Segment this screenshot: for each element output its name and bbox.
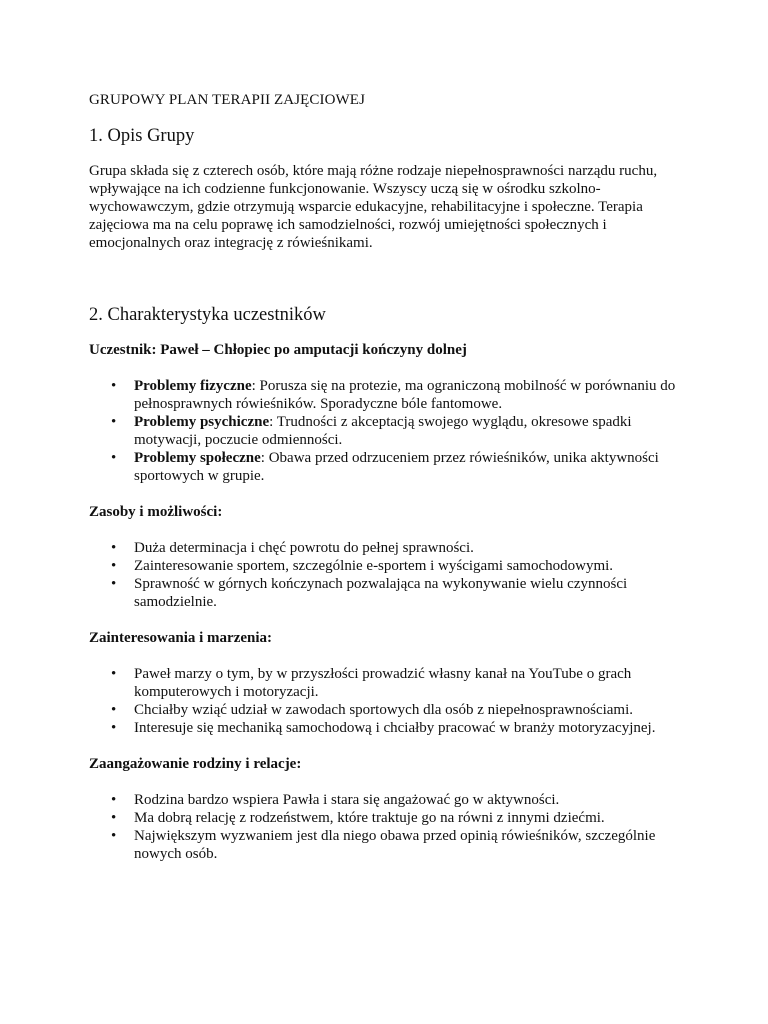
document-title: GRUPOWY PLAN TERAPII ZAJĘCIOWEJ xyxy=(89,92,366,108)
problem-label: Problemy fizyczne xyxy=(134,378,252,394)
list-item xyxy=(89,665,689,701)
list-item xyxy=(89,557,689,575)
resource-text: Sprawność w górnych kończynach pozwalająca na wykonywanie wielu czynności samodzielnie. xyxy=(134,576,628,610)
bullet-icon: • xyxy=(111,828,117,844)
resource-text: Duża determinacja i chęć powrotu do pełnej sprawności. xyxy=(134,540,474,556)
list-item xyxy=(89,413,689,449)
bullet-icon: • xyxy=(111,540,117,556)
list-item xyxy=(89,539,689,557)
resources-list xyxy=(89,539,689,611)
interest-text: Interesuje się mechaniką samochodową i chciałby pracować w branży motoryzacyjnej. xyxy=(134,720,656,736)
bullet-icon: • xyxy=(111,450,117,466)
interests-heading: Zainteresowania i marzenia: xyxy=(89,630,273,646)
document-page xyxy=(89,91,689,863)
bullet-icon: • xyxy=(111,810,117,826)
problem-label: Problemy społeczne xyxy=(134,450,261,466)
family-text: Największym wyzwaniem jest dla niego obawa przed opinią rówieśników, szczególnie nowych osób. xyxy=(134,828,656,862)
list-item xyxy=(89,791,689,809)
group-description-paragraph: Grupa składa się z czterech osób, które mają różne rodzaje niepełnosprawności narządu ruchu, wpływające na ich codzienne funkcjonowanie. Wszyscy uczą się w ośrodku szkolno-wychowawczym, gdzie otrzymują wsparcie edukacyjne, rehabilitacyjne i społeczne. Terapia zajęciowa ma na celu poprawę ich samodzielności, rozwój umiejętności społecznych i emocjonalnych oraz integrację z rówieśnikami. xyxy=(89,163,658,251)
problem-text: : Porusza się na protezie, ma ograniczoną mobilność w porównaniu do pełnosprawnych rówieśników. Sporadyczne bóle fantomowe. xyxy=(134,378,676,412)
problem-label: Problemy psychiczne xyxy=(134,414,270,430)
family-text: Rodzina bardzo wspiera Pawła i stara się angażować go w aktywności. xyxy=(134,792,560,808)
bullet-icon: • xyxy=(111,792,117,808)
section-heading-group-description: 1. Opis Grupy xyxy=(89,126,195,146)
section-heading-participants: 2. Charakterystyka uczestników xyxy=(89,305,326,325)
bullet-icon: • xyxy=(111,702,117,718)
bullet-icon: • xyxy=(111,414,117,430)
resources-heading: Zasoby i możliwości: xyxy=(89,504,223,520)
problem-text: : Obawa przed odrzuceniem przez rówieśników, unika aktywności sportowych w grupie. xyxy=(134,450,659,484)
bullet-icon: • xyxy=(111,666,117,682)
list-item xyxy=(89,449,689,485)
interest-text: Chciałby wziąć udział w zawodach sportowych dla osób z niepełnosprawnościami. xyxy=(134,702,634,718)
bullet-icon: • xyxy=(111,558,117,574)
problems-list xyxy=(89,377,689,485)
list-item xyxy=(89,809,689,827)
family-text: Ma dobrą relację z rodzeństwem, które traktuje go na równi z innymi dziećmi. xyxy=(134,810,605,826)
interest-text: Paweł marzy o tym, by w przyszłości prowadzić własny kanał na YouTube o grach komputerowych i motoryzacji. xyxy=(134,666,632,700)
resource-text: Zainteresowanie sportem, szczególnie e-sportem i wyścigami samochodowymi. xyxy=(134,558,614,574)
participant-heading: Uczestnik: Paweł – Chłopiec po amputacji kończyny dolnej xyxy=(89,342,467,358)
list-item xyxy=(89,377,689,413)
bullet-icon: • xyxy=(111,378,117,394)
bullet-icon: • xyxy=(111,720,117,736)
bullet-icon: • xyxy=(111,576,117,592)
list-item xyxy=(89,827,689,863)
list-item xyxy=(89,719,689,737)
family-list xyxy=(89,791,689,863)
list-item xyxy=(89,701,689,719)
family-heading: Zaangażowanie rodziny i relacje: xyxy=(89,756,302,772)
interests-list xyxy=(89,665,689,737)
list-item xyxy=(89,575,689,611)
problem-text: : Trudności z akceptacją swojego wyglądu, okresowe spadki motywacji, poczucie odmienności. xyxy=(134,414,632,448)
